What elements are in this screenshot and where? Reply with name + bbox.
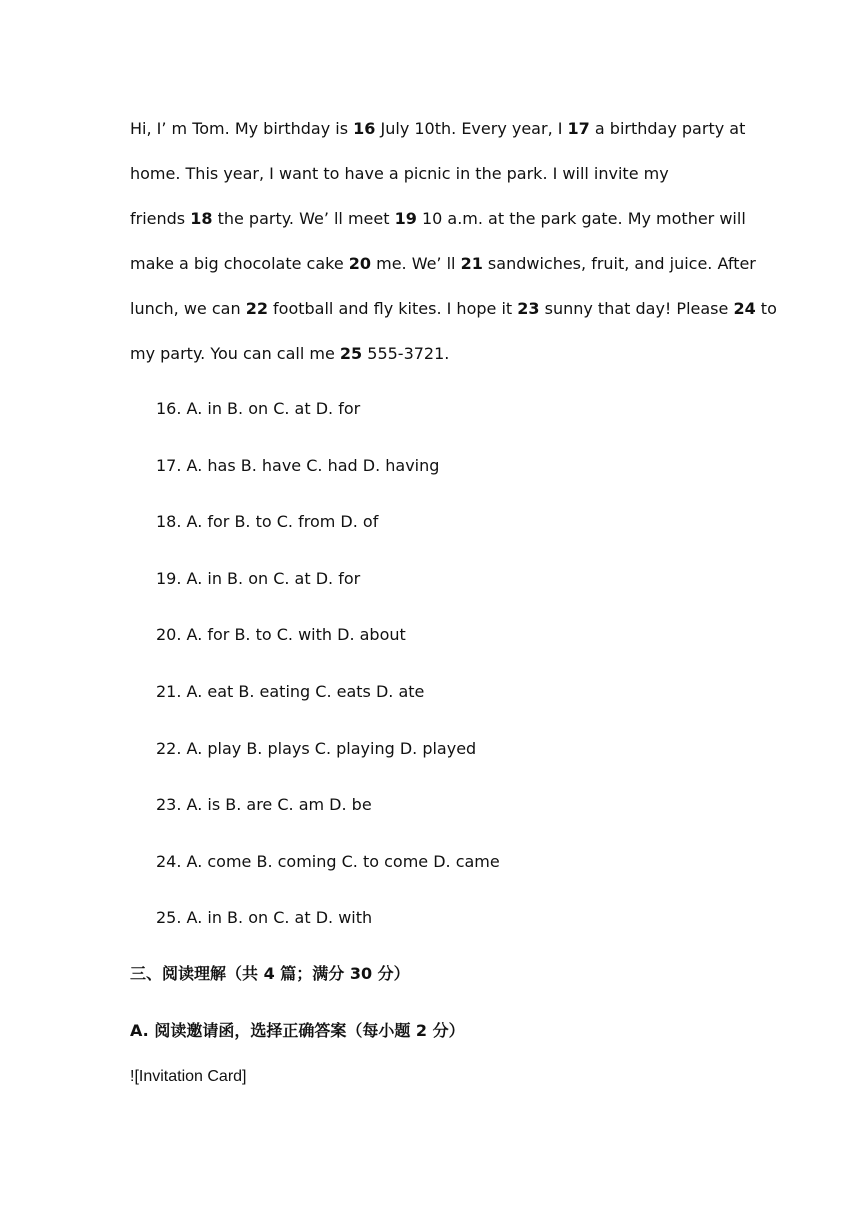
passage-line: [130, 331, 740, 376]
blank-number: 21: [460, 254, 483, 273]
question-option-line: 22. A. play B. plays C. playing D. played: [156, 738, 477, 758]
passage-line: [130, 196, 746, 241]
question-option-line: 23. A. is B. are C. am D. be: [156, 795, 372, 815]
passage-text: July 10th. Every year, I: [375, 119, 568, 138]
passage-text: to: [755, 299, 777, 318]
question-option-line: 18. A. for B. to C. from D. of: [156, 512, 379, 532]
passage-text: sunny that day! Please: [539, 299, 734, 318]
subsection-title: A. 阅读邀请函，选择正确答案（每小题 2 分）: [130, 1021, 465, 1040]
blank-number: 23: [517, 299, 540, 318]
passage-text: a birthday party at: [589, 119, 746, 138]
question-option-line: 20. A. for B. to C. with D. about: [156, 625, 406, 645]
question-option-line: 21. A. eat B. eating C. eats D. ate: [156, 681, 425, 701]
blank-number: 20: [348, 254, 372, 273]
question-option-line: 19. A. in B. on C. at D. for: [156, 568, 361, 588]
blank-number: 24: [733, 299, 756, 318]
question-option-line: 16. A. in B. on C. at D. for: [156, 399, 361, 418]
passage-line: [130, 151, 740, 196]
passage-line: [130, 106, 746, 151]
passage-text: my party. You can call me: [130, 344, 340, 363]
passage-text: 555-3721.: [362, 344, 450, 363]
passage-text: 10 a.m. at the park gate. My mother will: [416, 209, 746, 228]
blank-number: 22: [245, 299, 268, 318]
blank-number: 16: [353, 119, 376, 138]
question-option-line: 24. A. come B. coming C. to come D. came: [156, 851, 500, 871]
passage-text: lunch, we can: [130, 299, 246, 318]
passage-text: the party. We’ ll meet: [212, 209, 395, 228]
passage-text: me. We’ ll: [371, 254, 461, 273]
blank-number: 18: [190, 209, 213, 228]
passage-line: [130, 241, 756, 286]
passage-text: Hi, I’ m Tom. My birthday is: [130, 119, 354, 138]
passage-line: [130, 286, 777, 331]
cloze-passage: [130, 106, 777, 376]
blank-number: 25: [339, 344, 363, 363]
question-option-line: 17. A. has B. have C. had D. having: [156, 455, 440, 475]
passage-text: home. This year, I want to have a picnic in the park. I will invite my: [130, 164, 669, 183]
passage-text: make a big chocolate cake: [130, 254, 349, 273]
invitation-card-image-placeholder: ![Invitation Card]: [130, 1068, 247, 1085]
passage-text: friends: [130, 209, 191, 228]
answer-options-list: [156, 387, 500, 953]
passage-text: football and fly kites. I hope it: [267, 299, 518, 318]
blank-number: 19: [394, 209, 417, 228]
passage-text: sandwiches, fruit, and juice. After: [482, 254, 756, 273]
blank-number: 17: [567, 119, 590, 138]
section-title: 三、阅读理解（共 4 篇；满分 30 分）: [130, 964, 410, 983]
question-option-line: 25. A. in B. on C. at D. with: [156, 908, 373, 928]
